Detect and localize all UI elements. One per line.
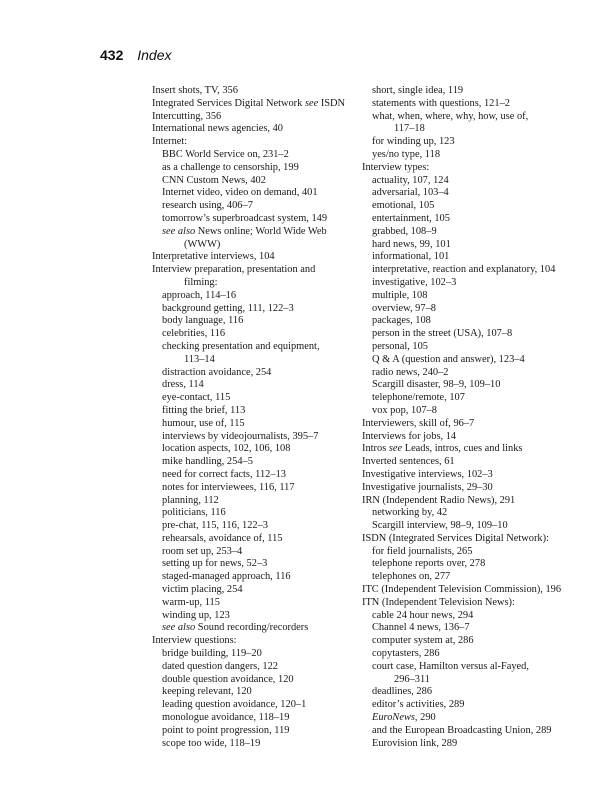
index-entry-text: see also bbox=[162, 622, 196, 634]
index-entry-text: yes/no type, 118 bbox=[372, 148, 441, 160]
index-subentry bbox=[152, 622, 367, 635]
index-entry-text: Intercutting, 356 bbox=[152, 110, 222, 122]
index-subentry bbox=[362, 661, 584, 674]
index-entry-text: telephone reports over, 278 bbox=[372, 558, 486, 570]
index-subentry bbox=[362, 226, 584, 239]
index-entry-text: BBC World Service on, 231–2 bbox=[162, 148, 289, 160]
index-entry-text: keeping relevant, 120 bbox=[162, 686, 252, 698]
index-entry-text: Scargill disaster, 98–9, 109–10 bbox=[372, 379, 501, 391]
index-entry-text: emotional, 105 bbox=[372, 200, 435, 212]
index-entry-text: pre-chat, 115, 116, 122–3 bbox=[162, 520, 268, 532]
index-entry-text: Inverted sentences, 61 bbox=[362, 456, 455, 468]
index-subentry bbox=[362, 622, 584, 635]
index-subentry bbox=[152, 469, 367, 482]
index-entry-text: ITC (Independent Television Commission), 196 bbox=[362, 584, 562, 596]
index-entry-text: for winding up, 123 bbox=[372, 136, 455, 148]
index-subentry bbox=[152, 175, 367, 188]
index-entry-text: Investigative interviews, 102–3 bbox=[362, 468, 493, 480]
index-subentry bbox=[362, 200, 584, 213]
index-subentry bbox=[362, 354, 584, 367]
index-entry-text: leading question avoidance, 120–1 bbox=[162, 699, 307, 711]
index-entry-text: winding up, 123 bbox=[162, 609, 230, 621]
index-subentry bbox=[362, 610, 584, 623]
index-subentry bbox=[362, 136, 584, 149]
index-subentry bbox=[362, 111, 584, 124]
index-column-left bbox=[152, 85, 367, 750]
index-entry-text: filming: bbox=[184, 276, 218, 288]
index-entry bbox=[362, 584, 584, 597]
index-entry-text: checking presentation and equipment, bbox=[162, 340, 320, 352]
index-entry-text: informational, 101 bbox=[372, 251, 450, 263]
index-entry bbox=[362, 456, 584, 469]
index-entry bbox=[152, 264, 367, 277]
index-entry-text: interpretative, reaction and explanatory, 104 bbox=[372, 264, 556, 276]
index-entry bbox=[362, 482, 584, 495]
index-subentry bbox=[362, 738, 584, 751]
index-entry-text: bridge building, 119–20 bbox=[162, 648, 262, 660]
index-entry-text: celebrities, 116 bbox=[162, 328, 226, 340]
index-subentry bbox=[362, 558, 584, 571]
index-entry-text: cable 24 hour news, 294 bbox=[372, 609, 474, 621]
index-entry-text: Interview questions: bbox=[152, 635, 237, 647]
index-subentry bbox=[362, 635, 584, 648]
page-number: 432 bbox=[100, 47, 124, 63]
index-subentry bbox=[152, 354, 367, 367]
index-subentry bbox=[152, 443, 367, 456]
index-entry-text: radio news, 240–2 bbox=[372, 366, 449, 378]
index-subentry bbox=[362, 149, 584, 162]
index-subentry bbox=[362, 123, 584, 136]
index-subentry bbox=[152, 239, 367, 252]
index-entry-text: overview, 97–8 bbox=[372, 302, 436, 314]
index-entry-text: adversarial, 103–4 bbox=[372, 187, 449, 199]
index-subentry bbox=[362, 175, 584, 188]
index-subentry bbox=[152, 456, 367, 469]
index-subentry bbox=[362, 571, 584, 584]
index-entry-text: ISDN bbox=[318, 97, 346, 109]
index-entry-text: vox pop, 107–8 bbox=[372, 404, 437, 416]
index-entry-text: fitting the brief, 113 bbox=[162, 404, 246, 416]
index-entry-text: location aspects, 102, 106, 108 bbox=[162, 443, 291, 455]
index-subentry bbox=[152, 571, 367, 584]
index-entry bbox=[362, 533, 584, 546]
index-subentry bbox=[152, 558, 367, 571]
index-subentry bbox=[152, 200, 367, 213]
index-entry-text: News online; World Wide Web bbox=[195, 225, 327, 237]
index-subentry bbox=[362, 315, 584, 328]
index-entry-text: body language, 116 bbox=[162, 315, 244, 327]
index-entry-text: see bbox=[304, 97, 319, 109]
index-entry bbox=[362, 443, 584, 456]
index-subentry bbox=[152, 315, 367, 328]
page-title: Index bbox=[137, 47, 172, 63]
index-subentry bbox=[152, 328, 367, 341]
index-subentry bbox=[152, 507, 367, 520]
index-subentry bbox=[152, 738, 367, 751]
index-subentry bbox=[152, 341, 367, 354]
index-entry bbox=[362, 162, 584, 175]
index-entry-text: Investigative journalists, 29–30 bbox=[362, 481, 493, 493]
index-subentry bbox=[362, 648, 584, 661]
index-subentry bbox=[152, 648, 367, 661]
index-entry-text: Interpretative interviews, 104 bbox=[152, 251, 275, 263]
index-entry-text: (WWW) bbox=[184, 238, 221, 250]
index-entry-text: notes for interviewees, 116, 117 bbox=[162, 481, 295, 493]
index-entry-text: Leads, intros, cues and links bbox=[402, 443, 523, 455]
index-subentry bbox=[152, 520, 367, 533]
index-entry-text: multiple, 108 bbox=[372, 289, 428, 301]
index-subentry bbox=[152, 149, 367, 162]
index-entry-text: Sound recording/recorders bbox=[195, 622, 309, 634]
index-entry-text: 117–18 bbox=[394, 123, 425, 135]
index-subentry bbox=[152, 712, 367, 725]
index-subentry bbox=[152, 584, 367, 597]
index-subentry bbox=[362, 674, 584, 687]
index-subentry bbox=[362, 277, 584, 290]
page-header bbox=[100, 47, 172, 63]
index-entry-text: 113–14 bbox=[184, 353, 215, 365]
index-subentry bbox=[362, 303, 584, 316]
index-subentry bbox=[362, 264, 584, 277]
index-entry-text: tomorrow’s superbroadcast system, 149 bbox=[162, 212, 328, 224]
index-entry-text: IRN (Independent Radio News), 291 bbox=[362, 494, 516, 506]
index-entry-text: planning, 112 bbox=[162, 494, 219, 506]
index-entry-text: what, when, where, why, how, use of, bbox=[372, 110, 529, 122]
index-subentry bbox=[152, 686, 367, 699]
index-subentry bbox=[152, 495, 367, 508]
index-subentry bbox=[152, 661, 367, 674]
index-entry bbox=[152, 635, 367, 648]
index-entry-text: Scargill interview, 98–9, 109–10 bbox=[372, 520, 508, 532]
index-entry-text: Interview types: bbox=[362, 161, 430, 173]
index-entry-text: ISDN (Integrated Services Digital Network): bbox=[362, 532, 549, 544]
index-entry-text: personal, 105 bbox=[372, 340, 428, 352]
index-entry-text: as a challenge to censorship, 199 bbox=[162, 161, 299, 173]
index-entry-text: eye-contact, 115 bbox=[162, 392, 231, 404]
index-entry-text: computer system at, 286 bbox=[372, 635, 474, 647]
index-entry-text: victim placing, 254 bbox=[162, 584, 243, 596]
index-entry-text: packages, 108 bbox=[372, 315, 431, 327]
index-entry-text: Intros bbox=[362, 443, 389, 455]
index-subentry bbox=[152, 213, 367, 226]
index-subentry bbox=[362, 187, 584, 200]
index-entry-text: Interview preparation, presentation and bbox=[152, 264, 316, 276]
index-entry-text: Eurovision link, 289 bbox=[372, 737, 458, 749]
index-subentry bbox=[362, 341, 584, 354]
index-entry-text: CNN Custom News, 402 bbox=[162, 174, 266, 186]
index-entry-text: person in the street (USA), 107–8 bbox=[372, 328, 513, 340]
index-entry bbox=[152, 111, 367, 124]
index-subentry bbox=[152, 277, 367, 290]
index-subentry bbox=[152, 290, 367, 303]
index-subentry bbox=[152, 226, 367, 239]
index-subentry bbox=[152, 379, 367, 392]
index-entry-text: see also bbox=[162, 225, 196, 237]
index-subentry bbox=[362, 85, 584, 98]
index-entry-text: warm-up, 115 bbox=[162, 596, 220, 608]
index-subentry bbox=[152, 431, 367, 444]
index-entry-text: scope too wide, 118–19 bbox=[162, 737, 261, 749]
index-entry-text: investigative, 102–3 bbox=[372, 276, 457, 288]
index-subentry bbox=[152, 699, 367, 712]
index-entry-text: dress, 114 bbox=[162, 379, 204, 391]
index-entry bbox=[362, 469, 584, 482]
index-entry bbox=[362, 495, 584, 508]
index-subentry bbox=[362, 379, 584, 392]
index-subentry bbox=[152, 482, 367, 495]
index-entry-text: mike handling, 254–5 bbox=[162, 456, 253, 468]
index-subentry bbox=[362, 328, 584, 341]
index-entry-text: short, single idea, 119 bbox=[372, 85, 464, 96]
index-entry-text: Interviews for jobs, 14 bbox=[362, 430, 457, 442]
index-entry bbox=[362, 418, 584, 431]
index-subentry bbox=[152, 367, 367, 380]
index-entry-text: research using, 406–7 bbox=[162, 200, 253, 212]
index-entry-text: entertainment, 105 bbox=[372, 212, 450, 224]
index-entry bbox=[152, 251, 367, 264]
index-entry-text: EuroNews bbox=[372, 712, 415, 724]
index-subentry bbox=[362, 213, 584, 226]
index-subentry bbox=[362, 392, 584, 405]
index-subentry bbox=[152, 162, 367, 175]
index-subentry bbox=[152, 418, 367, 431]
index-subentry bbox=[362, 507, 584, 520]
index-subentry bbox=[152, 610, 367, 623]
index-entry-text: monologue avoidance, 118–19 bbox=[162, 712, 290, 724]
index-entry-text: background getting, 111, 122–3 bbox=[162, 302, 294, 314]
index-subentry bbox=[362, 98, 584, 111]
index-entry-text: double question avoidance, 120 bbox=[162, 673, 294, 685]
index-entry-text: International news agencies, 40 bbox=[152, 123, 283, 135]
index-subentry bbox=[362, 239, 584, 252]
index-entry-text: deadlines, 286 bbox=[372, 686, 433, 698]
index-entry-text: grabbed, 108–9 bbox=[372, 225, 437, 237]
index-subentry bbox=[152, 392, 367, 405]
index-subentry bbox=[152, 405, 367, 418]
index-subentry bbox=[362, 686, 584, 699]
index-entry-text: court case, Hamilton versus al-Fayed, bbox=[372, 660, 529, 672]
index-column-right bbox=[362, 85, 584, 750]
index-entry-text: and the European Broadcasting Union, 289 bbox=[372, 724, 552, 736]
index-entry-text: statements with questions, 121–2 bbox=[372, 97, 510, 109]
index-subentry bbox=[362, 367, 584, 380]
index-subentry bbox=[152, 303, 367, 316]
index-entry-text: humour, use of, 115 bbox=[162, 417, 245, 429]
index-entry-text: setting up for news, 52–3 bbox=[162, 558, 268, 570]
index-entry-text: Integrated Services Digital Network bbox=[152, 97, 305, 109]
index-entry-text: point to point progression, 119 bbox=[162, 724, 290, 736]
index-entry-text: networking by, 42 bbox=[372, 507, 448, 519]
index-subentry bbox=[362, 712, 584, 725]
index-entry bbox=[362, 431, 584, 444]
index-entry-text: , 290 bbox=[414, 712, 436, 724]
index-subentry bbox=[362, 699, 584, 712]
index-entry bbox=[362, 597, 584, 610]
index-subentry bbox=[362, 520, 584, 533]
index-entry-text: Internet: bbox=[152, 136, 188, 148]
index-entry-text: actuality, 107, 124 bbox=[372, 174, 449, 186]
index-entry-text: ITN (Independent Television News): bbox=[362, 596, 515, 608]
index-entry-text: copytasters, 286 bbox=[372, 648, 440, 660]
index-entry-text: Interviewers, skill of, 96–7 bbox=[362, 417, 475, 429]
index-entry-text: telephone/remote, 107 bbox=[372, 392, 465, 404]
index-entry-text: rehearsals, avoidance of, 115 bbox=[162, 532, 283, 544]
index-subentry bbox=[152, 725, 367, 738]
index-subentry bbox=[152, 546, 367, 559]
index-subentry bbox=[362, 405, 584, 418]
index-entry-text: dated question dangers, 122 bbox=[162, 660, 279, 672]
index-subentry bbox=[362, 251, 584, 264]
index-entry-text: room set up, 253–4 bbox=[162, 545, 243, 557]
index-entry-text: interviews by videojournalists, 395–7 bbox=[162, 430, 319, 442]
index-entry bbox=[152, 98, 367, 111]
index-entry bbox=[152, 136, 367, 149]
index-subentry bbox=[362, 546, 584, 559]
index-entry-text: approach, 114–16 bbox=[162, 289, 237, 301]
index-subentry bbox=[152, 533, 367, 546]
index-entry-text: staged-managed approach, 116 bbox=[162, 571, 291, 583]
index-entry-text: distraction avoidance, 254 bbox=[162, 366, 272, 378]
index-entry-text: Channel 4 news, 136–7 bbox=[372, 622, 470, 634]
index-entry-text: need for correct facts, 112–13 bbox=[162, 468, 286, 480]
index-entry-text: politicians, 116 bbox=[162, 507, 226, 519]
index-subentry bbox=[362, 290, 584, 303]
index-entry-text: editor’s activities, 289 bbox=[372, 699, 465, 711]
index-subentry bbox=[152, 674, 367, 687]
index-entry-text: telephones on, 277 bbox=[372, 571, 451, 583]
index-entry-text: Internet video, video on demand, 401 bbox=[162, 187, 318, 199]
index-subentry bbox=[152, 597, 367, 610]
index-subentry bbox=[362, 725, 584, 738]
index-subentry bbox=[152, 187, 367, 200]
index-entry-text: Insert shots, TV, 356 bbox=[152, 85, 238, 96]
index-entry-text: see bbox=[388, 443, 403, 455]
index-entry-text: Q & A (question and answer), 123–4 bbox=[372, 353, 525, 365]
index-entry-text: 296–311 bbox=[394, 673, 430, 685]
index-entry bbox=[152, 123, 367, 136]
index-entry bbox=[152, 85, 367, 98]
index-entry-text: hard news, 99, 101 bbox=[372, 238, 451, 250]
index-entry-text: for field journalists, 265 bbox=[372, 545, 473, 557]
